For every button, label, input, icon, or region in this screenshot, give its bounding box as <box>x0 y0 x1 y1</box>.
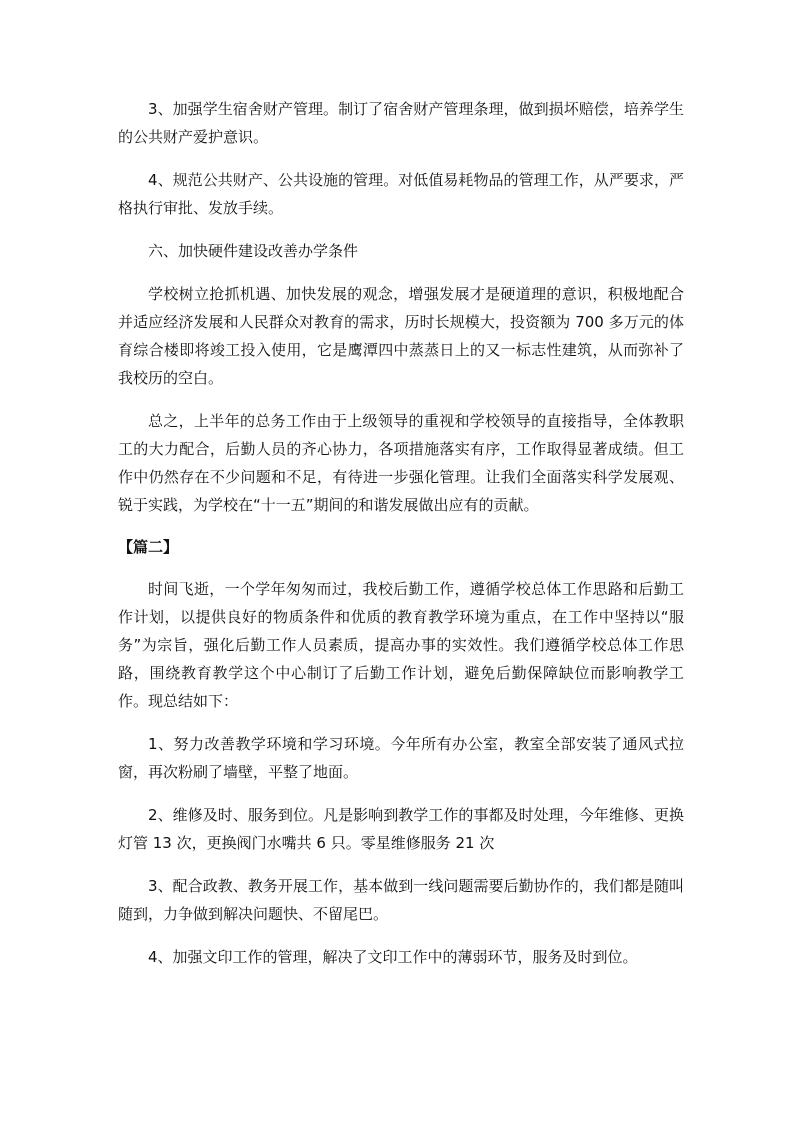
heading-six: 六、加快硬件建设改善办学条件 <box>148 242 359 260</box>
paragraph-item-1: 1、努力改善教学环境和学习环境。今年所有办公室，教室全部安装了通风式拉窗，再次粉刷了墙壁，平整了地面。 <box>118 735 684 781</box>
document-page <box>118 95 684 971</box>
paragraph-summary: 总之，上半年的总务工作由于上级领导的重视和学校领导的直接指导，全体教职工的大力配合，后勤人员的齐心协力，各项措施落实有序，工作取得显著成绩。但工作中仍然存在不少问题和不足，有待进一步强化管理。让我们全面落实科学发展观、锐于实践，为学校在“十一五”期间的和谐发展做出应有的贡献。 <box>118 412 684 514</box>
paragraph-item-2: 2、维修及时、服务到位。凡是影响到教学工作的事都及时处理，今年维修、更换灯管 13 次，更换阀门水嘴共 6 只。零星维修服务 21 次 <box>118 806 684 852</box>
paragraph-item-3: 3、配合政教、教务开展工作，基本做到一线问题需要后勤协作的，我们都是随叫随到，力争做到解决问题快、不留尾巴。 <box>118 877 684 923</box>
paragraph-hardware: 学校树立抢抓机遇、加快发展的观念，增强发展才是硬道理的意识，积极地配合并适应经济发展和人民群众对教育的需求，历时长规模大，投资额为 700 多万元的体育综合楼即将竣工投入使用，它是鹰潭四中蒸蒸日上的又一标志性建筑，从而弥补了我校历的空白。 <box>118 285 684 387</box>
paragraph-item-4: 4、加强文印工作的管理，解决了文印工作中的薄弱环节，服务及时到位。 <box>148 948 638 966</box>
paragraph-dorm-property: 3、加强学生宿舍财产管理。制订了宿舍财产管理条理，做到损坏赔偿，培养学生的公共财产爱护意识。 <box>118 100 684 146</box>
paragraph-intro: 时间飞逝，一个学年匆匆而过，我校后勤工作，遵循学校总体工作思路和后勤工作计划，以提供良好的物质条件和优质的教育教学环境为重点，在工作中坚持以“服务”为宗旨，强化后勤工作人员素质，提高办事的实效性。我们遵循学校总体工作思路，围绕教育教学这个中心制订了后勤工作计划，避免后勤保障缺位而影响教学工作。现总结如下： <box>118 580 684 710</box>
paragraph-public-facilities: 4、规范公共财产、公共设施的管理。对低值易耗物品的管理工作，从严要求，严格执行审批、发放手续。 <box>118 171 684 217</box>
section-title: 【篇二】 <box>118 538 179 556</box>
